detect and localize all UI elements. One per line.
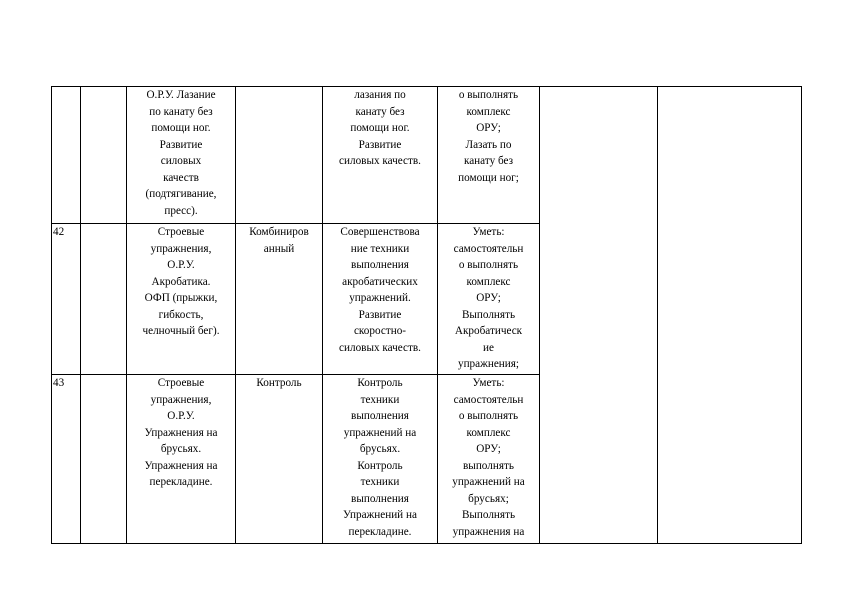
lesson-tasks-cell: Контроль техники выполнения упражнений на брусьях. Контроль техники выполнения Упражнений на перекладине.	[323, 375, 438, 544]
lesson-number-cell	[52, 87, 81, 224]
lesson-number-cell: 43	[52, 375, 81, 544]
lesson-content-cell: Строевые упражнения, О.Р.У. Упражнения на брусьях. Упражнения на перекладине.	[127, 375, 236, 544]
empty-cell	[81, 224, 127, 375]
empty-cell	[81, 375, 127, 544]
table-row	[52, 87, 802, 224]
empty-cell	[540, 87, 658, 544]
empty-cell	[81, 87, 127, 224]
lesson-plan-table	[51, 86, 802, 544]
lesson-content-cell: Строевые упражнения, О.Р.У. Акробатика. ОФП (прыжки, гибкость, челночный бег).	[127, 224, 236, 375]
lesson-outcomes-cell: о выполнять комплекс ОРУ; Лазать по канату без помощи ног;	[438, 87, 540, 224]
lesson-outcomes-cell: Уметь: самостоятельн о выполнять комплекс ОРУ; Выполнять Акробатическ ие упражнения;	[438, 224, 540, 375]
lesson-tasks-cell: лазания по канату без помощи ног. Развитие силовых качеств.	[323, 87, 438, 224]
lesson-type-cell: Контроль	[236, 375, 323, 544]
lesson-type-cell	[236, 87, 323, 224]
lesson-type-cell: Комбиниров анный	[236, 224, 323, 375]
empty-cell	[658, 87, 802, 544]
lesson-outcomes-cell: Уметь: самостоятельн о выполнять комплекс ОРУ; выполнять упражнений на брусьях; Выполнять упражнения на	[438, 375, 540, 544]
lesson-number-cell: 42	[52, 224, 81, 375]
lesson-tasks-cell: Совершенствова ние техники выполнения акробатических упражнений. Развитие скоростно- силовых качеств.	[323, 224, 438, 375]
lesson-content-cell: О.Р.У. Лазание по канату без помощи ног. Развитие силовых качеств (подтягивание, пресс).	[127, 87, 236, 224]
